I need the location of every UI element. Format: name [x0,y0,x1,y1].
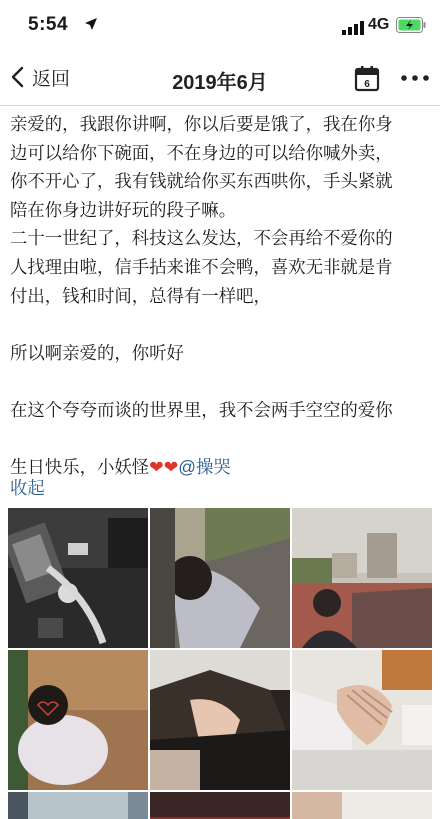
post-line: 陪在你身边讲好玩的段子嘛。 [10,199,237,220]
status-time: 5:54 [28,14,69,35]
blank-line [10,367,434,396]
post-line: 亲爱的，我跟你讲啊，你以后要是饿了，我在你身 [10,114,393,134]
photo-grid [8,508,432,819]
photo-3[interactable] [292,508,432,648]
blank-line [10,310,434,339]
signal-bars-icon [342,21,364,35]
status-bar [0,0,440,50]
post-line: 你不开心了，我有钱就给你买东西哄你，手头紧就 [10,171,393,192]
photo-4[interactable] [8,650,148,790]
photo-7[interactable] [8,792,148,819]
post-body [10,110,434,482]
blank-line [10,425,434,454]
battery-charging-icon [396,17,426,33]
photo-6[interactable] [292,650,432,790]
post-line: 人找理由啦，信手拈来谁不会鸭，喜欢无非就是肯 [10,256,393,277]
post-line: 所以啊亲爱的，你听好 [10,342,184,363]
mention-link[interactable]: @操哭 [178,457,231,478]
more-dots-icon[interactable] [400,70,430,86]
photo-2[interactable] [150,508,290,648]
network-label: 4G [368,16,390,33]
location-arrow-icon [84,17,98,31]
page-title: 2019年6月 [172,72,268,94]
post-last-line [10,453,434,482]
calendar-icon[interactable] [354,66,380,92]
photo-5[interactable] [150,650,290,790]
nav-bar [0,50,440,106]
collapse-link[interactable]: 收起 [10,478,45,498]
svg-text:6: 6 [364,79,370,90]
post-line: 边可以给你下碗面，不在身边的可以给你喊外卖， [10,142,393,163]
photo-8[interactable] [150,792,290,819]
birthday-text: 生日快乐，小妖怪 [10,457,150,478]
post-line: 付出，钱和时间，总得有一样吧， [10,285,271,306]
post-line: 二十一世纪了，科技这么发达，不会再给不爱你的 [10,228,393,249]
heart-emoji-icon: ❤❤ [149,457,179,478]
photo-9[interactable] [292,792,432,819]
photo-1[interactable] [8,508,148,648]
post-line: 在这个夸夸而谈的世界里，我不会两手空空的爱你 [10,399,393,420]
back-label: 返回 [32,68,71,90]
